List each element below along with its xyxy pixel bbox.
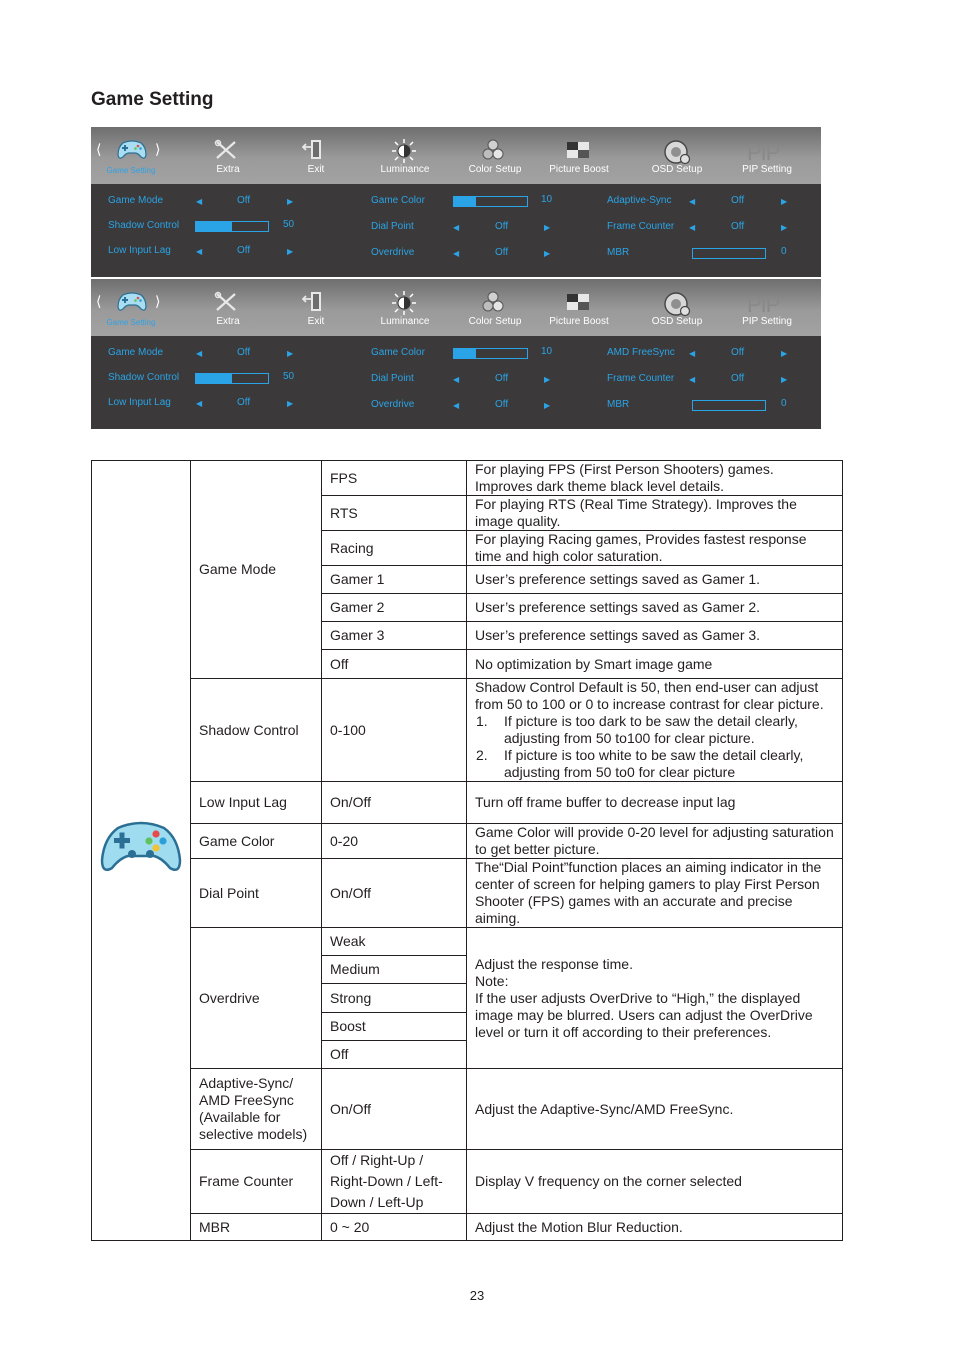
osd-setting-label: Frame Counter [607,221,675,232]
osd-setting-value: 10 [541,346,553,357]
osd-tab-label: OSD Setup [651,164,703,175]
osd-setting-value: Off [731,195,745,206]
arrow-left-icon: ◀ [689,223,696,232]
mbr-desc: Adjust the Motion Blur Reduction. [467,1214,843,1241]
osd-setting-label: Low Input Lag [108,397,171,408]
osd-setting-value: Off [495,373,509,384]
osd-menu-screenshot [91,127,821,277]
game-mode-desc: User’s preference settings saved as Gamer 3. [467,622,843,650]
game-setting-table [91,460,843,1241]
frame-counter-range: Off / Right-Up / Right-Down / Left-Down / Left-Up [322,1150,467,1214]
game-mode-desc: For playing RTS (Real Time Strategy). Improves the image quality. [467,496,843,531]
game-mode-desc: For playing Racing games, Provides fastest response time and high color saturation. [467,531,843,566]
shadow-control-item: 2. If picture is too white to be saw the detail clearly, adjusting from 50 to0 for clear picture [476,747,804,780]
osd-tab-label: Extra [216,164,240,175]
osd-tab-label: PIP Setting [742,316,792,327]
arrow-right-icon: ▶ [781,375,788,384]
osd-tab-label: Game Setting [106,318,156,327]
osd-tab-label: Extra [216,316,240,327]
arrow-left-icon: ◀ [196,349,203,358]
game-mode-desc: No optimization by Smart image game [467,650,843,679]
arrow-left-icon: ◀ [689,349,696,358]
pip-icon: PIP [747,292,780,317]
game-mode-desc: User’s preference settings saved as Gamer 1. [467,566,843,594]
osd-tab-label: Color Setup [468,316,522,327]
osd-setting-label: Shadow Control [108,372,180,383]
game-mode-desc: For playing FPS (First Person Shooters) games. Improves dark theme black level details. [467,461,843,496]
chevron-right-icon: ⟩ [155,293,161,309]
low-input-lag-desc: Turn off frame buffer to decrease input lag [467,782,843,824]
osd-setting-label: MBR [607,247,630,258]
dial-point-desc: The“Dial Point”function places an aiming indicator in the center of screen for helping gamers to play First Person Shooter (FPS) games with an accurate and precise aiming. [467,859,843,928]
osd-tab-label: Luminance [380,316,430,327]
adaptive-sync-desc: Adjust the Adaptive-Sync/AMD FreeSync. [467,1069,843,1150]
osd-setting-value: Off [237,245,251,256]
osd-setting-label: Adaptive-Sync [607,195,672,206]
chevron-right-icon: ⟩ [155,141,161,157]
arrow-left-icon: ◀ [689,375,696,384]
arrow-left-icon: ◀ [453,249,460,258]
osd-setting-label: Overdrive [371,247,415,258]
overdrive-option: Weak [322,928,467,956]
dial-point-name: Dial Point [191,859,322,928]
osd-setting-value: 50 [283,371,295,382]
chevron-left-icon: ⟨ [96,141,102,157]
osd-setting-value: 50 [283,219,295,230]
osd-setting-value: 0 [781,398,787,409]
arrow-right-icon: ▶ [544,223,551,232]
osd-level-bar [453,348,528,359]
game-mode-option: Racing [322,531,467,566]
osd-setting-value: Off [731,373,745,384]
osd-tab-label: Exit [307,164,325,175]
shadow-control-range: 0-100 [322,679,467,782]
game-mode-name: Game Mode [191,461,322,679]
arrow-left-icon: ◀ [196,197,203,206]
game-color-name: Game Color [191,824,322,859]
shadow-control-name: Shadow Control [191,679,322,782]
arrow-left-icon: ◀ [453,401,460,410]
osd-setting-value: Off [495,247,509,258]
osd-level-bar [692,400,766,411]
osd-setting-label: Frame Counter [607,373,675,384]
arrow-left-icon: ◀ [453,223,460,232]
arrow-right-icon: ▶ [781,223,788,232]
arrow-right-icon: ▶ [544,401,551,410]
mbr-name: MBR [191,1214,322,1241]
page-title: Game Setting [91,89,214,110]
osd-setting-value: Off [731,221,745,232]
osd-tab-label: Picture Boost [549,316,609,327]
osd-tab-bar [91,279,821,336]
osd-level-bar [692,248,766,259]
osd-setting-label: Game Mode [108,195,164,206]
overdrive-option: Strong [322,984,467,1013]
osd-setting-label: Dial Point [371,221,414,232]
arrow-right-icon: ▶ [287,197,294,206]
osd-tab-label: OSD Setup [651,316,703,327]
shadow-control-desc [467,679,843,782]
osd-setting-label: AMD FreeSync [607,347,675,358]
osd-tab-label: Luminance [380,164,430,175]
osd-setting-value: Off [495,399,509,410]
overdrive-desc: Adjust the response time. Note: If the user adjusts OverDrive to “High,” the displayed image may be blurred. Users can adjust the OverDrive level or turn it off according to their preferences. [467,928,843,1069]
game-mode-option: RTS [322,496,467,531]
osd-setting-label: Low Input Lag [108,245,171,256]
arrow-right-icon: ▶ [544,249,551,258]
game-mode-option: Gamer 1 [322,566,467,594]
pip-icon: PIP [747,140,780,165]
osd-setting-value: 10 [541,194,553,205]
osd-tab-label: PIP Setting [742,164,792,175]
osd-setting-value: 0 [781,246,787,257]
osd-setting-label: Game Color [371,347,425,358]
game-mode-option: FPS [322,461,467,496]
arrow-left-icon: ◀ [196,247,203,256]
chevron-left-icon: ⟨ [96,293,102,309]
osd-tab-label: Game Setting [106,166,156,175]
game-color-range: 0-20 [322,824,467,859]
arrow-left-icon: ◀ [196,399,203,408]
frame-counter-name: Frame Counter [191,1150,322,1214]
low-input-lag-range: On/Off [322,782,467,824]
arrow-left-icon: ◀ [453,375,460,384]
osd-tab-label: Exit [307,316,325,327]
game-mode-option: Off [322,650,467,679]
osd-tab-bar [91,127,821,184]
gamepad-icon [100,816,182,882]
arrow-right-icon: ▶ [287,247,294,256]
osd-setting-label: Game Color [371,195,425,206]
osd-setting-value: Off [495,221,509,232]
overdrive-option: Boost [322,1013,467,1041]
osd-setting-value: Off [731,347,745,358]
dial-point-range: On/Off [322,859,467,928]
mbr-range: 0 ~ 20 [322,1214,467,1241]
overdrive-option: Off [322,1041,467,1069]
osd-setting-label: Dial Point [371,373,414,384]
osd-setting-label: MBR [607,399,630,410]
page-number: 23 [469,1288,485,1303]
osd-setting-value: Off [237,397,251,408]
osd-setting-value: Off [237,347,251,358]
arrow-left-icon: ◀ [689,197,696,206]
adaptive-sync-name: Adaptive-Sync/ AMD FreeSync (Available for selective models) [191,1069,322,1150]
osd-setting-value: Off [237,195,251,206]
osd-tab-label: Picture Boost [549,164,609,175]
osd-setting-label: Overdrive [371,399,415,410]
osd-level-bar [195,221,269,232]
game-mode-option: Gamer 3 [322,622,467,650]
shadow-control-item: 1. If picture is too dark to be saw the detail clearly, adjusting from 50 to100 for clear picture. [476,713,798,746]
overdrive-option: Medium [322,956,467,984]
game-color-desc: Game Color will provide 0-20 level for adjusting saturation to get better picture. [467,824,843,859]
overdrive-name: Overdrive [191,928,322,1069]
osd-level-bar [453,196,528,207]
osd-level-bar [195,373,269,384]
arrow-right-icon: ▶ [781,349,788,358]
shadow-control-intro: Shadow Control Default is 50, then end-user can adjust from 50 to 100 or 0 to increase contrast for clear picture. [475,679,824,712]
adaptive-sync-range: On/Off [322,1069,467,1150]
arrow-right-icon: ▶ [781,197,788,206]
osd-menu-screenshot [91,279,821,429]
osd-setting-label: Game Mode [108,347,164,358]
arrow-right-icon: ▶ [287,399,294,408]
frame-counter-desc: Display V frequency on the corner selected [467,1150,843,1214]
osd-tab-label: Color Setup [468,164,522,175]
arrow-right-icon: ▶ [544,375,551,384]
game-icon-cell [92,461,191,1241]
arrow-right-icon: ▶ [287,349,294,358]
game-mode-option: Gamer 2 [322,594,467,622]
low-input-lag-name: Low Input Lag [191,782,322,824]
game-mode-desc: User’s preference settings saved as Gamer 2. [467,594,843,622]
osd-setting-label: Shadow Control [108,220,180,231]
